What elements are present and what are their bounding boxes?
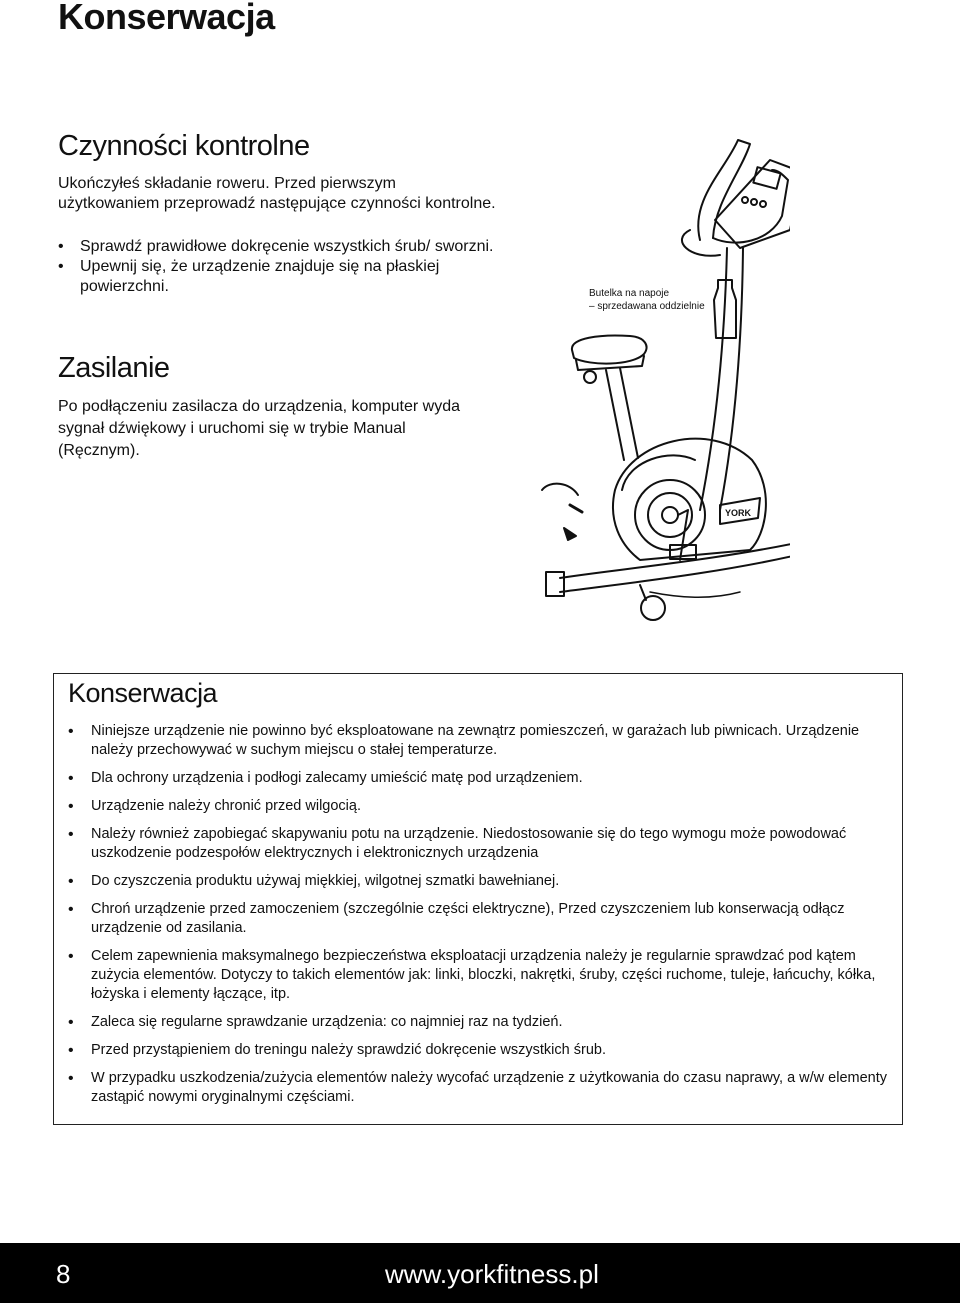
caption-line: Butelka na napoje — [589, 288, 670, 299]
maintenance-box — [53, 673, 903, 1125]
section-heading-power: Zasilanie — [58, 352, 170, 384]
checks-intro-text: Ukończyłeś składanie roweru. Przed pierwszym użytkowaniem przeprowadź następujące czynności kontrolne. — [58, 175, 496, 212]
list-item: • Chroń urządzenie przed zamoczeniem (szczególnie części elektryczne), Przed czyszczeniem lub konserwacją odłącz urządzenie od zasilania. — [68, 900, 888, 938]
checks-list — [58, 237, 498, 297]
list-item: • Niniejsze urządzenie nie powinno być eksploatowane na zewnątrz pomieszczeń, w garażach lub piwnicach. Urządzenie należy przechowywać w suchym miejscu o stałej temperaturze. — [68, 722, 888, 760]
section-heading-checks: Czynności kontrolne — [58, 130, 310, 162]
list-item: • Dla ochrony urządzenia i podłogi zalecamy umieścić matę pod urządzeniem. — [68, 769, 888, 788]
list-item: • Przed przystąpieniem do treningu należy sprawdzić dokręcenie wszystkich śrub. — [68, 1041, 888, 1060]
list-item: • Należy również zapobiegać skapywaniu potu na urządzenie. Niedostosowanie się do tego wymogu może powodować uszkodzenie podzespołów elektrycznych i elektronicznych urządzenia — [68, 825, 888, 863]
page-footer — [0, 1243, 960, 1303]
list-item: • Upewnij się, że urządzenie znajduje się na płaskiej powierzchni. — [58, 257, 498, 297]
page-number: 8 — [56, 1259, 71, 1289]
maintenance-list — [68, 722, 888, 1116]
footer-url[interactable]: www.yorkfitness.pl — [385, 1259, 599, 1289]
list-item: • Sprawdź prawidłowe dokręcenie wszystkich śrub/ sworzni. — [58, 237, 498, 257]
york-logo: YORK — [725, 508, 752, 518]
list-item: • Zaleca się regularne sprawdzanie urządzenia: co najmniej raz na tydzień. — [68, 1013, 888, 1032]
list-item: • W przypadku uszkodzenia/zużycia elementów należy wycofać urządzenie z użytkowania do czasu naprawy, a w/w elementy zastąpić nowymi oryginalnymi częściami. — [68, 1069, 888, 1107]
list-item: • Urządzenie należy chronić przed wilgocią. — [68, 797, 888, 816]
power-text: Po podłączeniu zasilacza do urządzenia, komputer wyda sygnał dźwiękowy i uruchomi się w trybie Manual (Ręcznym). — [58, 398, 461, 459]
bottle-caption — [589, 287, 729, 313]
exercise-bike-illustration — [520, 130, 790, 630]
list-item: • Celem zapewnienia maksymalnego bezpieczeństwa eksploatacji urządzenia należy je regularnie sprawdzać pod kątem zużycia elementów. Dotyczy to takich elementów jak: linki, bloczki, nakrętki, śruby, części ruchome, tuleje, łańcuchy, kółka, łożyska i elementy łączące, itp. — [68, 947, 888, 1004]
page-title: Konserwacja — [58, 0, 275, 37]
caption-line: – sprzedawana oddzielnie — [589, 301, 705, 312]
section-heading-maintenance: Konserwacja — [68, 678, 218, 708]
list-item: • Do czyszczenia produktu używaj miękkiej, wilgotnej szmatki bawełnianej. — [68, 872, 888, 891]
